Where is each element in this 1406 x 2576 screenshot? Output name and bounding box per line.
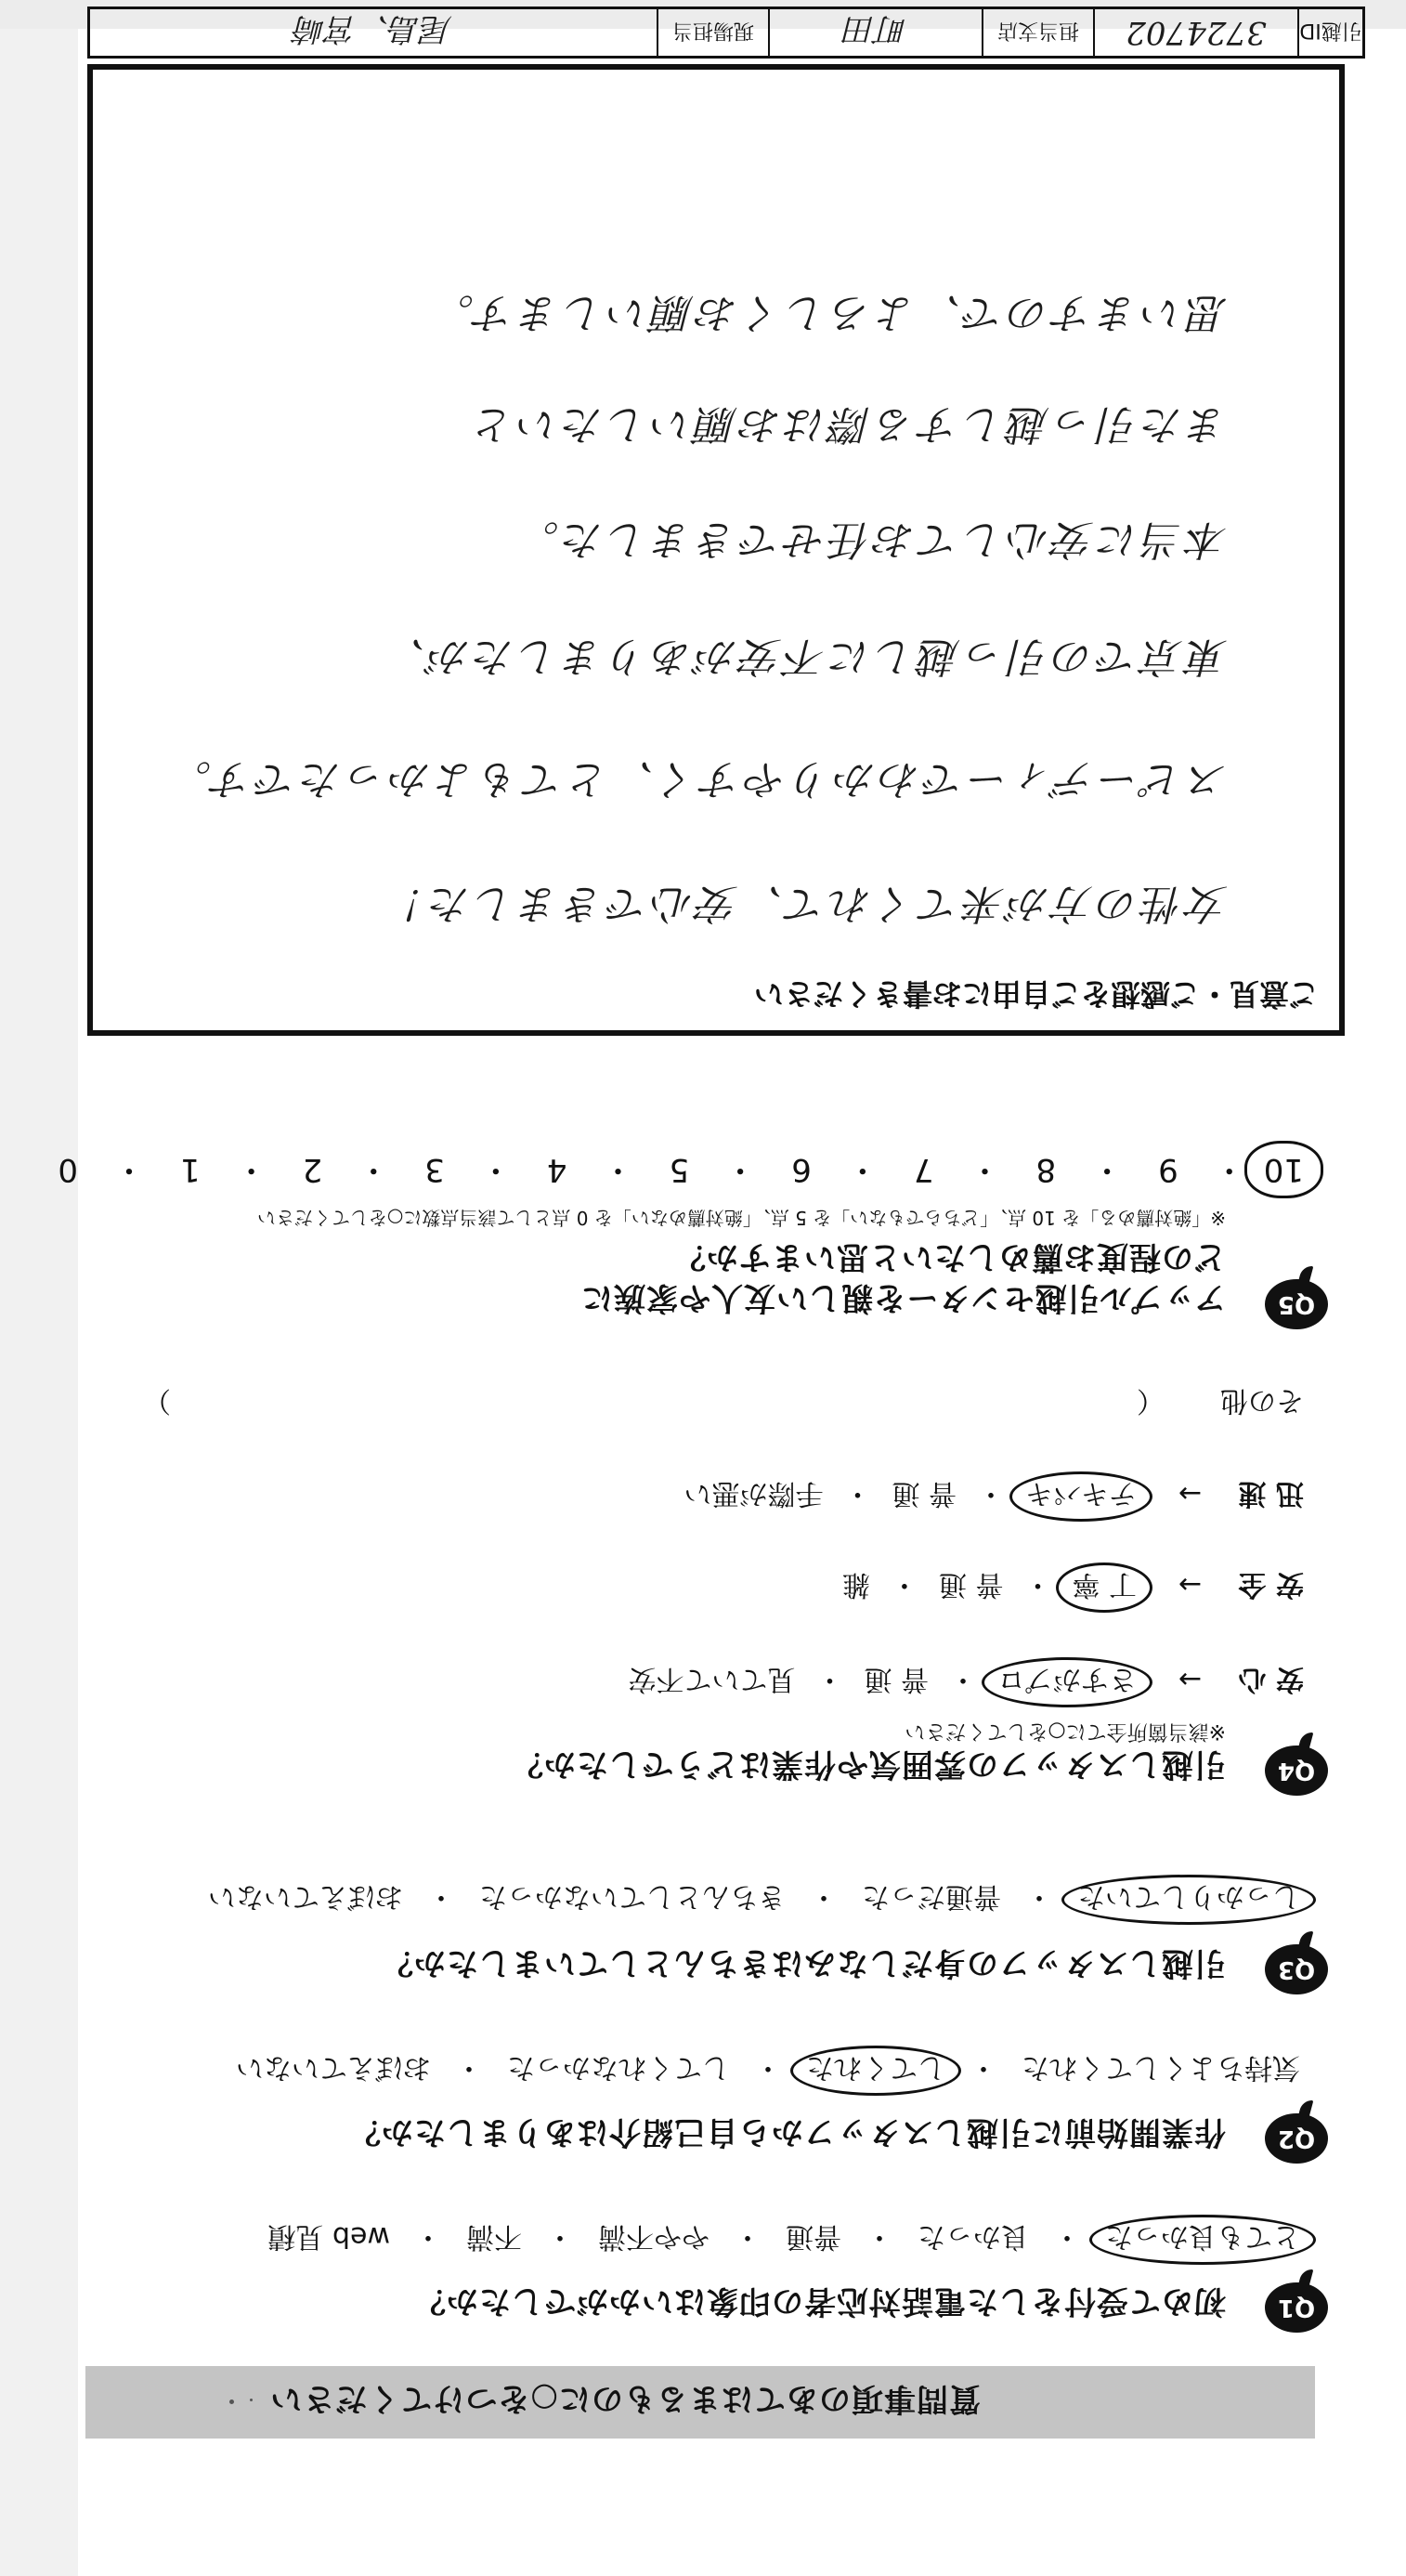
q4-note: ※該当箇所全てに○をしてください bbox=[905, 1720, 1226, 1743]
q4-option[interactable]: 普 通 bbox=[938, 1568, 1004, 1601]
q2-text: 作業開始前に引越しスタッフから自己紹介はありましたか？ bbox=[348, 2113, 1226, 2151]
instruction-banner bbox=[85, 2366, 1315, 2439]
q4-other-label: その他 bbox=[1220, 1384, 1304, 1417]
q2-option[interactable]: 気持ちよくしてくれた bbox=[1022, 2051, 1300, 2084]
q4-other-open: （ bbox=[1137, 1384, 1165, 1417]
scan-speck bbox=[250, 2399, 253, 2401]
banner-text: 質問事項のあてはまるものに○をつけてください bbox=[269, 2380, 981, 2418]
q5-score[interactable]: 7 bbox=[913, 1151, 934, 1188]
q3-option-selected[interactable]: しっかりしていた bbox=[1061, 1875, 1316, 1925]
q4-option-selected[interactable]: テキパキ bbox=[1009, 1471, 1152, 1522]
q1-option[interactable]: 不満 bbox=[466, 2220, 522, 2253]
q4-badge: Q4 bbox=[1265, 1746, 1328, 1796]
q5-score[interactable]: 0 bbox=[58, 1151, 78, 1188]
scan-speck bbox=[229, 2399, 234, 2404]
q5-note: ※「絶対薦める」を 10 点、「どちらでもない」を 5 点、「絶対薦めない」を 0 点として該当点数に○をしてください bbox=[256, 1207, 1226, 1229]
q3-text: 引越しスタッフの身だしなみはきちんとしていましたか？ bbox=[381, 1944, 1226, 1981]
q4-option[interactable]: 雑 bbox=[841, 1568, 870, 1601]
q4-row-label: 安 全 bbox=[1238, 1568, 1304, 1601]
q4-option[interactable]: 見ていて不安 bbox=[628, 1663, 796, 1695]
q4-option[interactable]: 手際が悪い bbox=[683, 1477, 824, 1510]
q2-option-selected[interactable]: してくれた bbox=[790, 2046, 961, 2096]
q4-row-anzen: 安 全→丁 寧・普 通・雑 bbox=[842, 1567, 1304, 1608]
q5-score[interactable]: 6 bbox=[791, 1151, 812, 1188]
q5-badge: Q5 bbox=[1265, 1279, 1328, 1329]
q1-option[interactable]: 普通 bbox=[786, 2220, 841, 2253]
q5-score[interactable]: 8 bbox=[1035, 1151, 1057, 1188]
q5-score[interactable]: 3 bbox=[424, 1151, 445, 1188]
id-label: 引越ID bbox=[1297, 9, 1362, 56]
handwritten-comment-line: 女性の方が来てくれて、安心できました！ bbox=[381, 880, 1228, 927]
handwritten-comment-line: また引っ越しする際はお願いしたいと bbox=[470, 400, 1228, 448]
q5-score[interactable]: 5 bbox=[669, 1151, 690, 1188]
q4-other-row bbox=[143, 1383, 1304, 1424]
handwritten-comment-line: 本当に安心してお任せできました。 bbox=[514, 516, 1228, 563]
q4-option-selected[interactable]: 丁 寧 bbox=[1056, 1563, 1152, 1613]
branch-value[interactable]: 町田 bbox=[768, 9, 982, 56]
q4-row-label: 安 心 bbox=[1238, 1663, 1304, 1695]
q4-option-selected[interactable]: さすがプロ bbox=[982, 1657, 1152, 1707]
q1-option[interactable]: やや不満 bbox=[598, 2220, 710, 2253]
scan-edge-right bbox=[0, 0, 78, 2576]
comment-title: ご意見・ご感想をご自由にお書きください bbox=[753, 976, 1319, 1012]
q5-score[interactable]: 2 bbox=[302, 1151, 323, 1188]
q5-text-line2: どの程度お薦めしたいと思いますか？ bbox=[673, 1238, 1226, 1275]
q4-other-close: ） bbox=[143, 1384, 171, 1417]
q1-text: 初めて受付をした電話対応者の印象はいかがでしたか？ bbox=[413, 2282, 1226, 2320]
q4-row-label: 迅 速 bbox=[1238, 1477, 1304, 1510]
q3-option[interactable]: おぼえていない bbox=[208, 1880, 403, 1913]
q1-option[interactable]: 良かった bbox=[918, 2220, 1029, 2253]
arrow-icon: → bbox=[1178, 1568, 1202, 1601]
q5-text-line1: アップル引越センターを親しい友人や家族に bbox=[580, 1279, 1226, 1316]
handwritten-comment-line: 思いますので、よろしくお願いします。 bbox=[429, 289, 1228, 336]
q4-option[interactable]: 普 通 bbox=[892, 1477, 957, 1510]
q4-option[interactable]: 普 通 bbox=[864, 1663, 929, 1695]
q1-badge: Q1 bbox=[1265, 2282, 1328, 2333]
q3-badge: Q3 bbox=[1265, 1944, 1328, 1994]
staff-value[interactable]: 尾島、宮崎 bbox=[294, 10, 452, 48]
q5-score-selected[interactable]: 10 bbox=[1244, 1141, 1323, 1198]
arrow-icon: → bbox=[1178, 1477, 1202, 1510]
q3-option[interactable]: 普通だった bbox=[862, 1880, 1001, 1913]
q4-row-jinsoku: 迅 速→テキパキ・普 通・手際が悪い bbox=[683, 1476, 1304, 1517]
staff-label: 現場担当 bbox=[657, 9, 768, 56]
q1-options: とても良かった・良かった・普通・やや不満・不満・web 見積 bbox=[267, 2219, 1300, 2260]
branch-label: 担当支店 bbox=[982, 9, 1093, 56]
q4-row-anshin: 安 心→さすがプロ・普 通・見ていて不安 bbox=[628, 1662, 1304, 1703]
header-table bbox=[87, 7, 1365, 59]
q3-options: しっかりしていた・普通だった・きちんとしていなかった・おぼえていない bbox=[208, 1879, 1300, 1920]
handwritten-comment-line: 東京での引っ越しに不安がありましたが、 bbox=[381, 633, 1228, 680]
q2-options: 気持ちよくしてくれた・してくれた・してくれなかった・おぼえていない bbox=[236, 2050, 1300, 2091]
q4-text: 引越しスタッフの雰囲気や作業はどうでしたか？ bbox=[511, 1746, 1226, 1783]
q5-score[interactable]: 1 bbox=[179, 1151, 201, 1188]
handwritten-comment-line: スピーディーでわかりやすく、とてもよかったです。 bbox=[166, 755, 1228, 803]
q5-scale: 10・9・8・7・6・5・4・3・2・1・0 bbox=[41, 1150, 1304, 1196]
q3-option[interactable]: きちんとしていなかった bbox=[479, 1880, 786, 1913]
q1-option-selected[interactable]: とても良かった bbox=[1089, 2215, 1316, 2265]
q5-score[interactable]: 9 bbox=[1158, 1151, 1178, 1188]
q5-score[interactable]: 4 bbox=[546, 1151, 567, 1188]
q2-option[interactable]: おぼえていない bbox=[236, 2051, 431, 2084]
arrow-icon: → bbox=[1178, 1663, 1202, 1695]
q1-option[interactable]: web 見積 bbox=[267, 2220, 390, 2253]
id-value[interactable]: 3724702 bbox=[1093, 9, 1297, 56]
comment-box[interactable] bbox=[87, 64, 1345, 1036]
q2-badge: Q2 bbox=[1265, 2113, 1328, 2164]
q2-option[interactable]: してくれなかった bbox=[507, 2051, 730, 2084]
